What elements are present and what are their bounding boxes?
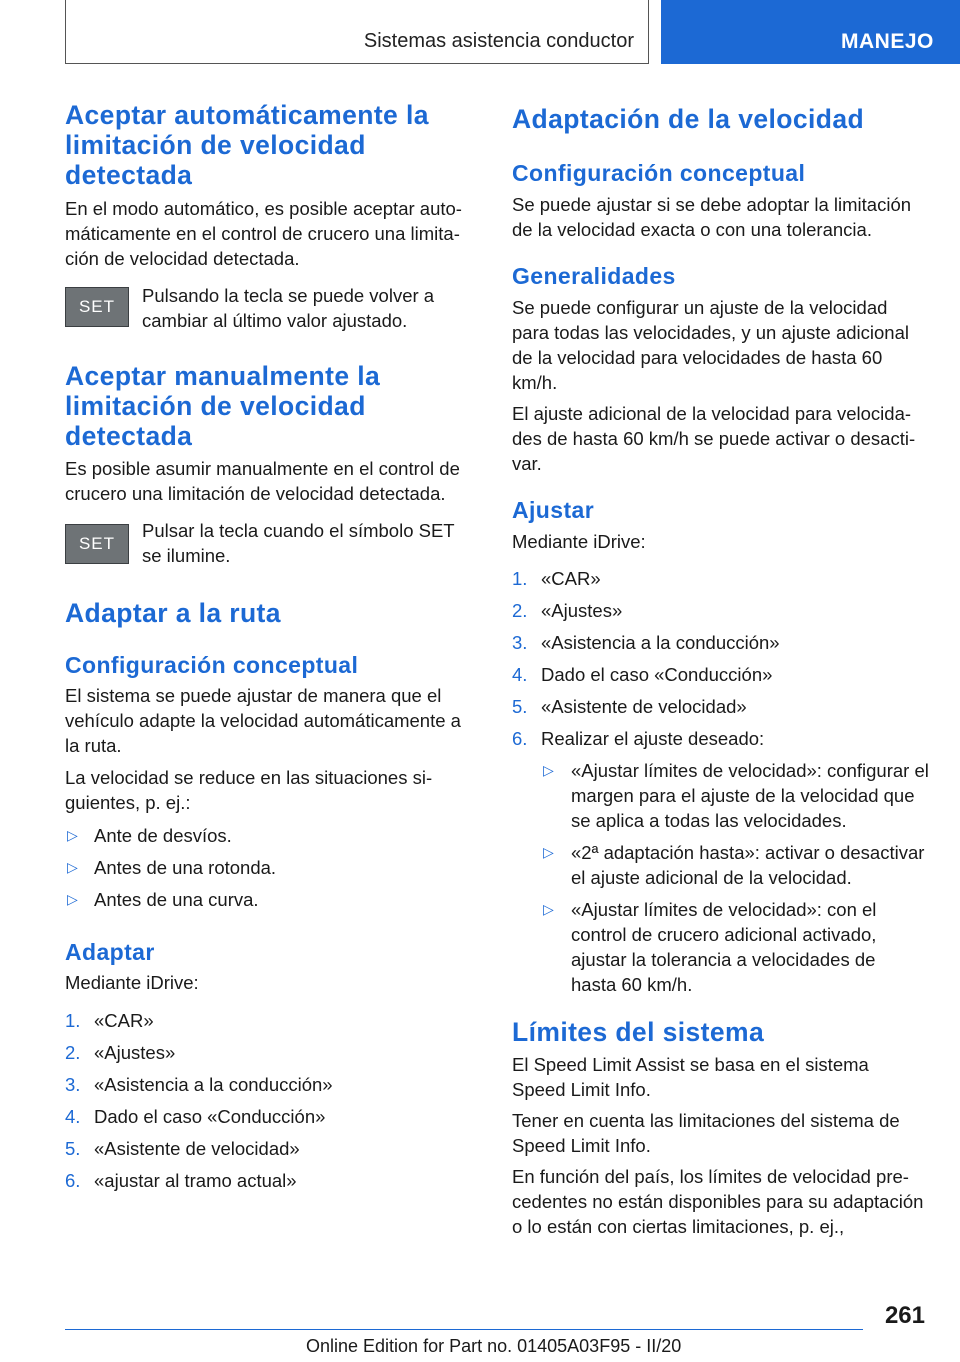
situations-list [65,823,475,912]
triangle-bullet-icon: ▷ [67,891,78,907]
list-item: 2. «Ajustes» [512,600,623,621]
list-item: 5. «Asistente de velocidad» [512,696,747,717]
para-concept-2: La velocidad se reduce en las situaciones siguientes, p. ej.: [65,767,433,813]
triangle-bullet-icon: ▷ [543,901,554,917]
para-limits-3: En función del país, los límites de velocidad precedentes no están disponibles para su adaptación o lo están con ciertas limitaciones, p. ej., [512,1166,924,1237]
set-key-text-1: Pulsando la tecla se puede volver a cambiar al último valor ajustado. [142,285,435,331]
heading-speed-adaptation: Adaptación de la velocidad [512,104,865,134]
list-item: 1. «CAR» [65,1010,154,1031]
para-concept-1: El sistema se puede ajustar de manera que el vehículo adapte la velocidad automáticamente a la ruta. [65,685,461,756]
set-key-row-2 [65,518,475,568]
setting-options-list [512,758,930,997]
list-item: ▷ «Ajustar límites de velocidad»: configurar el margen para el ajuste de la velocidad que se aplica a todas las velocidades. [543,760,929,831]
heading-adapt-route: Adaptar a la ruta [65,598,281,628]
chapter-tab-label: MANEJO [841,30,934,53]
list-item: 3. «Asistencia a la conducción» [512,632,780,653]
para-idrive-left: Mediante iDrive: [65,972,199,993]
heading-adapt: Adaptar [65,939,155,965]
right-column [512,100,930,1239]
list-item: ▷ «Ajustar límites de velocidad»: con el control de crucero adicional activado, ajustar la tolerancia a velocidades de hasta 60 km/h. [543,899,877,995]
list-item: 3. «Asistencia a la conducción» [65,1074,333,1095]
list-item: ▷ Antes de una curva. [67,889,259,910]
left-column [65,100,475,1193]
heading-concept-left: Configuración conceptual [65,652,359,678]
footer-divider [65,1329,863,1330]
para-general-1: Se puede configurar un ajuste de la velocidad para todas las velocidades, y un ajuste adicional de la velocidad para velocidades de hasta 60 km/h. [512,297,909,393]
list-item: 4. Dado el caso «Conducción» [512,664,773,685]
para-auto-accept: En el modo automático, es posible aceptar automáticamente en el control de crucero una limitación de velocidad detectada. [65,198,462,269]
list-item: ▷ «2ª adaptación hasta»: activar o desactivar el ajuste adicional de la velocidad. [543,842,925,888]
para-concept-right: Se puede ajustar si se debe adoptar la limitación de la velocidad exacta o con una tolerancia. [512,194,912,240]
triangle-bullet-icon: ▷ [543,844,554,860]
page-number: 261 [884,1302,925,1329]
set-key-row-1 [65,283,475,333]
heading-adjust: Ajustar [512,497,595,523]
list-item: 2. «Ajustes» [65,1042,176,1063]
para-idrive-right: Mediante iDrive: [512,531,646,552]
edition-note: Online Edition for Part no. 01405A03F95 - II/20 [306,1336,682,1356]
steps-list-right [512,566,930,751]
triangle-bullet-icon: ▷ [67,827,78,843]
steps-list-left [65,1008,475,1193]
set-key-text-2: Pulsar la tecla cuando el símbolo SET se ilumine. [142,520,455,566]
list-item: ▷ Ante de desvíos. [67,825,232,846]
list-item: 4. Dado el caso «Conducción» [65,1106,326,1127]
chapter-tab[interactable] [661,0,960,64]
list-item: 6. «ajustar al tramo actual» [65,1170,297,1191]
list-item: ▷ Antes de una rotonda. [67,857,277,878]
set-key-icon: SET [65,524,129,564]
para-manual-accept: Es posible asumir manualmente en el control de crucero una limitación de velocidad detectada. [65,458,460,504]
header-section-box [65,0,649,64]
section-title: Sistemas asistencia conductor [363,30,634,52]
set-key-icon: SET [65,287,129,327]
heading-system-limits: Límites del sistema [512,1017,765,1047]
heading-concept-right: Configuración conceptual [512,160,806,186]
list-item: 6. Realizar el ajuste deseado: [512,728,765,749]
heading-general: Generalidades [512,263,676,289]
list-item: 1. «CAR» [512,568,601,589]
triangle-bullet-icon: ▷ [67,859,78,875]
triangle-bullet-icon: ▷ [543,762,554,778]
para-limits-2: Tener en cuenta las limitaciones del sistema de Speed Limit Info. [512,1110,900,1156]
heading-auto-accept: Aceptar automáticamente la limitación de velocidad detectada [65,100,429,190]
para-general-2: El ajuste adicional de la velocidad para velocidades de hasta 60 km/h se puede activar o desactivar. [512,403,916,474]
heading-manual-accept: Aceptar manualmente la limitación de velocidad detectada [65,361,381,451]
list-item: 5. «Asistente de velocidad» [65,1138,300,1159]
para-limits-1: El Speed Limit Assist se basa en el sistema Speed Limit Info. [512,1054,869,1100]
